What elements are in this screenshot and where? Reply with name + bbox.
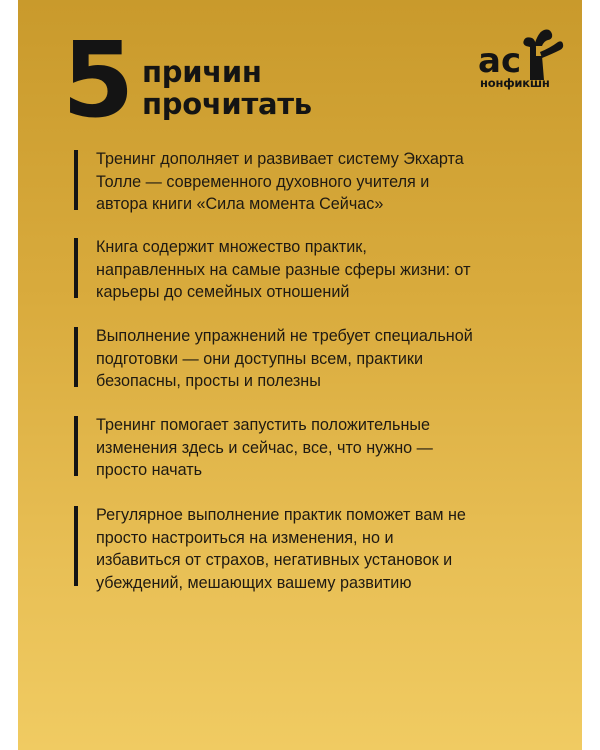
logo-subtitle: нонфикшн — [480, 76, 550, 90]
title-line-2: прочитать — [142, 87, 312, 121]
reason-text: Тренинг помогает запустить положительные изменения здесь и сейчас, все, что нужно — просто начать — [96, 416, 433, 479]
reason-bar — [74, 416, 78, 476]
reason-count: 5 — [62, 19, 133, 141]
reason-bar — [74, 238, 78, 298]
logo-mark: ас — [478, 41, 522, 78]
title-line-1: причин — [142, 55, 262, 89]
infographic-card — [18, 0, 582, 750]
reason-text: Книга содержит множество практик, направленных на самые разные сферы жизни: от карьеры до семейных отношений — [96, 238, 471, 301]
reason-bar — [74, 150, 78, 210]
ast-letters-icon — [476, 38, 536, 78]
reason-text: Тренинг дополняет и развивает систему Экхарта Толле — современного духовного учителя и автора книги «Сила момента Сейчас» — [96, 150, 464, 213]
reason-text: Регулярное выполнение практик поможет вам не просто настроиться на изменения, но и избавиться от страхов, негативных установок и убеждений, мешающих вашему развитию — [96, 506, 466, 592]
reason-text: Выполнение упражнений не требует специальной подготовки — они доступны всем, практики безопасны, просты и полезны — [96, 327, 473, 390]
reason-bar — [74, 506, 78, 586]
reason-bar — [74, 327, 78, 387]
publisher-logo — [476, 26, 566, 96]
